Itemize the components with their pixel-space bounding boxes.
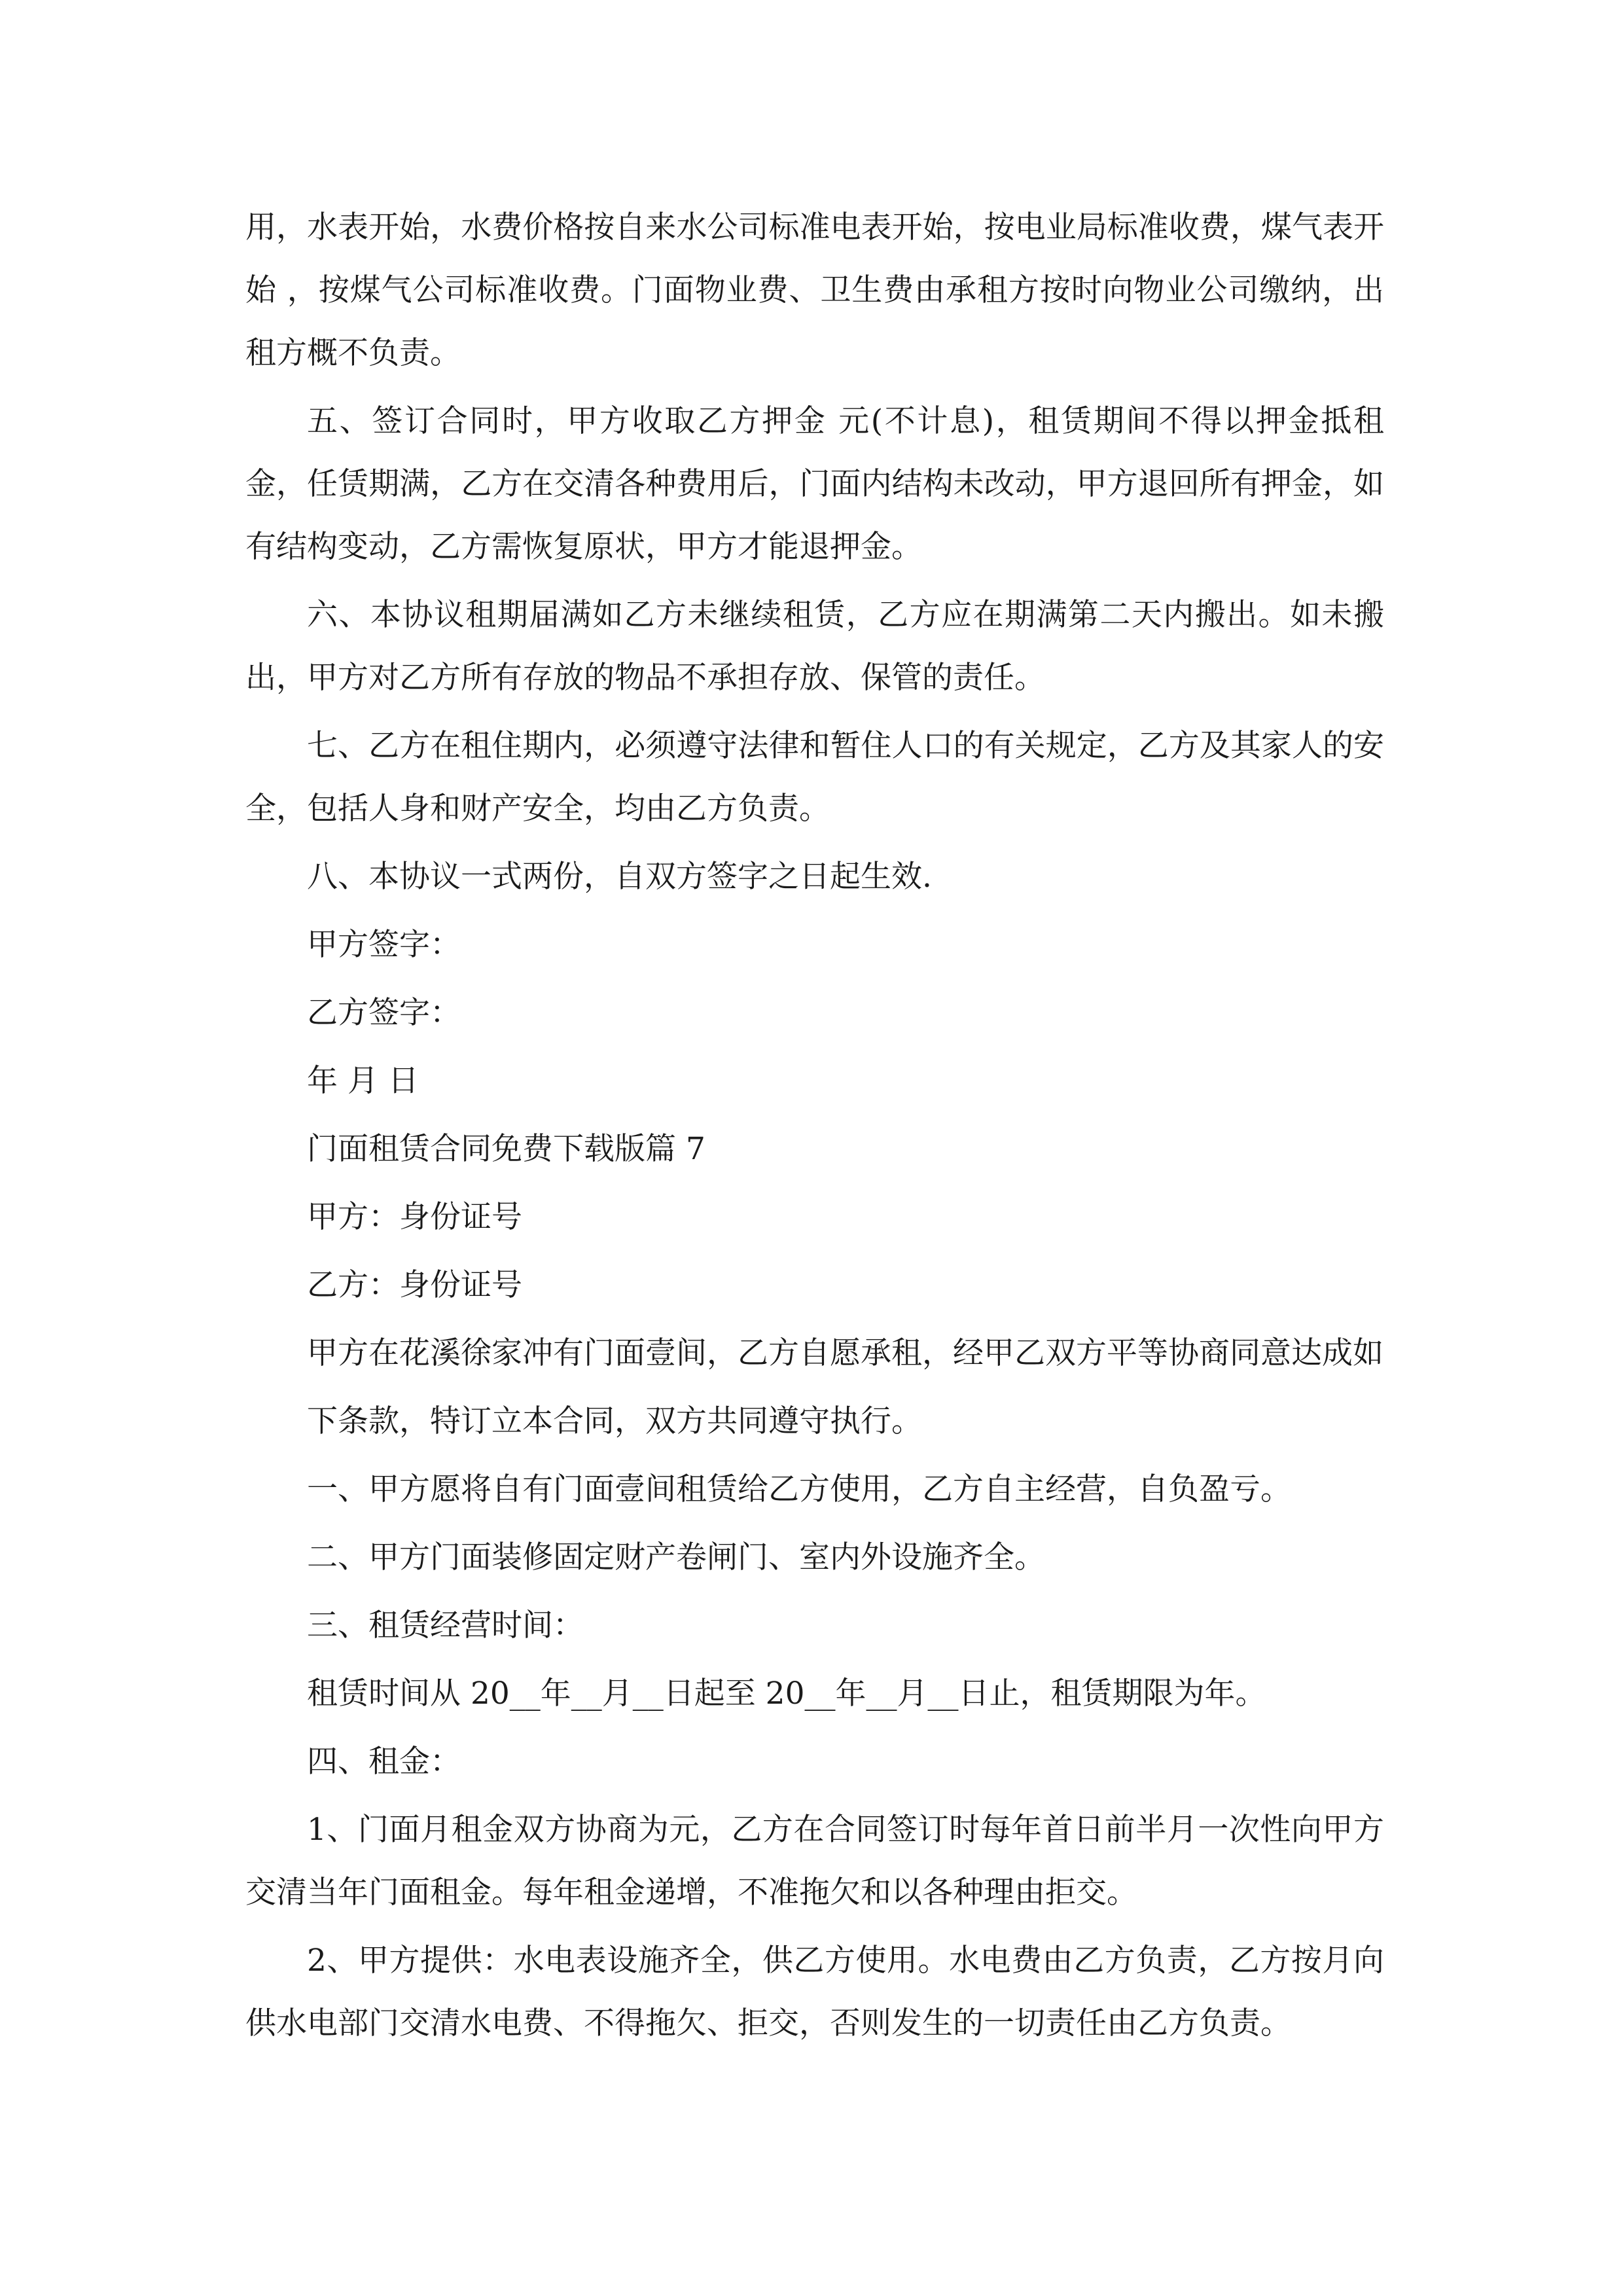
party-b-signature-line: 乙方签字： (307, 995, 461, 1031)
paragraph-s2-lease-term: 租赁时间从 20__年__月__日起至 20__年__月__日止，租赁期限为年。 (307, 1676, 1266, 1712)
section-title: 门面租赁合同免费下载版篇 7 (307, 1131, 705, 1167)
document-body (245, 196, 1384, 2060)
party-a-id-line: 甲方：身份证号 (307, 1199, 522, 1235)
paragraph-s2-clause-2: 二、甲方门面装修固定财产卷闸门、室内外设施齐全。 (307, 1539, 1045, 1575)
paragraph-s2-clause-1: 一、甲方愿将自有门面壹间租赁给乙方使用，乙方自主经营，自负盈亏。 (307, 1471, 1291, 1507)
paragraph-clause-5: 五、签订合同时，甲方收取乙方押金 元(不计息)，租赁期间不得以押金抵租金，任赁期满，乙方在交清各种费用后，门面内结构未改动，甲方退回所有押金，如有结构变动，乙方需恢复原状，甲方才能退押金。 (245, 403, 1384, 565)
paragraph-intro: 甲方在花溪徐家冲有门面壹间，乙方自愿承租，经甲乙双方平等协商同意达成如 (307, 1335, 1383, 1371)
paragraph-s2-rent-2: 2、甲方提供：水电表设施齐全，供乙方使用。水电费由乙方负责，乙方按月向供水电部门交清水电费、不得拖欠、拒交，否则发生的一切责任由乙方负责。 (245, 1943, 1384, 2041)
party-b-id-line: 乙方：身份证号 (307, 1267, 522, 1303)
paragraph-intro-continued: 下条款，特订立本合同，双方共同遵守执行。 (307, 1403, 922, 1439)
paragraph-clause-8: 八、本协议一式两份，自双方签字之日起生效. (307, 859, 932, 895)
date-line: 年 月 日 (307, 1063, 419, 1099)
paragraph-utilities: 用，水表开始，水费价格按自来水公司标准电表开始，按电业局标准收费，煤气表开始 ，按煤气公司标准收费。门面物业费、卫生费由承租方按时向物业公司缴纳，出租方概不负责。 (245, 209, 1384, 371)
paragraph-s2-rent-1: 1、门面月租金双方协商为元，乙方在合同签订时每年首日前半月一次性向甲方交清当年门面租金。每年租金递增，不准拖欠和以各种理由拒交。 (245, 1812, 1384, 1910)
paragraph-clause-7: 七、乙方在租住期内，必须遵守法律和暂住人口的有关规定，乙方及其家人的安全，包括人身和财产安全，均由乙方负责。 (245, 728, 1384, 827)
paragraph-s2-clause-4: 四、租金： (307, 1744, 461, 1780)
party-a-signature-line: 甲方签字： (307, 927, 461, 963)
paragraph-s2-clause-3: 三、租赁经营时间： (307, 1607, 584, 1643)
paragraph-clause-6: 六、本协议租期届满如乙方未继续租赁，乙方应在期满第二天内搬出。如未搬出，甲方对乙方所有存放的物品不承担存放、保管的责任。 (245, 597, 1384, 696)
